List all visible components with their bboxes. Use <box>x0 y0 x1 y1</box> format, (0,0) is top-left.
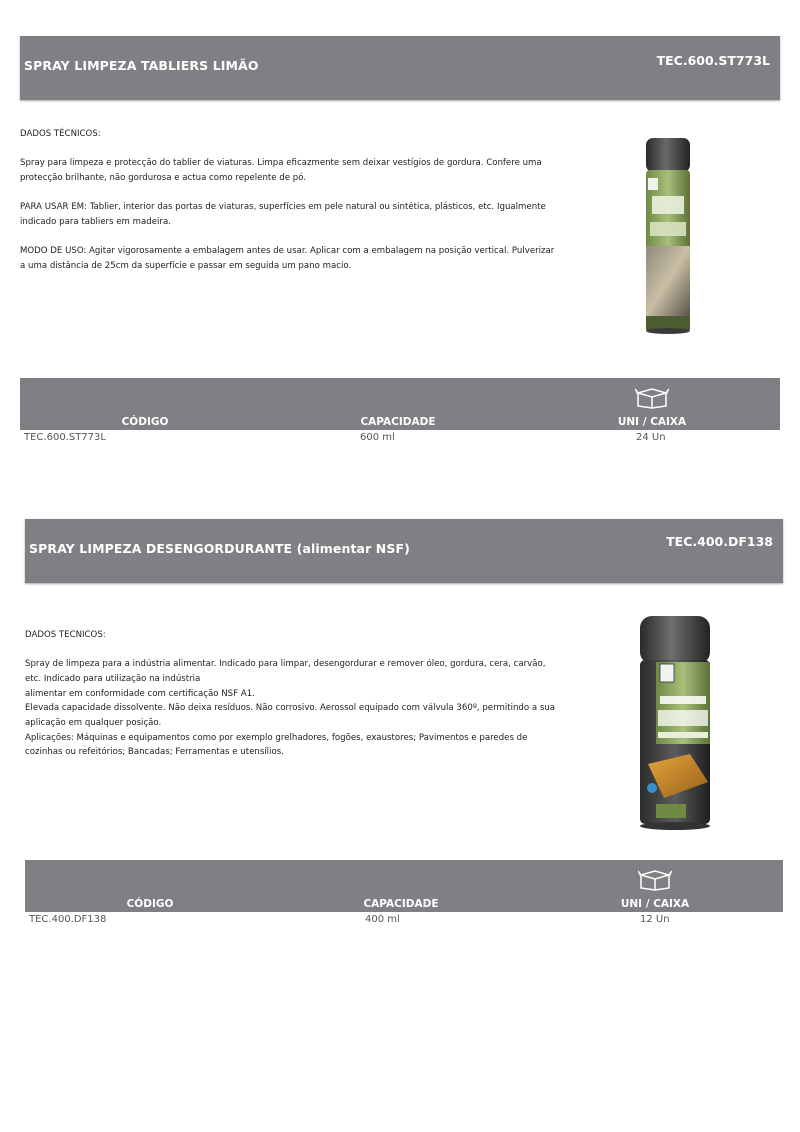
product-table-header <box>25 860 783 912</box>
cell-capacity: 600 ml <box>360 432 395 443</box>
cell-capacity: 400 ml <box>365 914 400 925</box>
product-section <box>0 0 800 443</box>
description-paragraph: Spray para limpeza e protecção do tablier de viaturas. Limpa eficazmente sem deixar vestígios de gordura. Confere uma protecção brilhante, não gordurosa e actua como repelente de pó. <box>20 158 542 183</box>
description-line: aplicação em qualquer posição. <box>25 718 162 729</box>
cell-code: TEC.400.DF138 <box>29 914 107 925</box>
description-line: cozinhas ou refeitórios; Bancadas; Ferramentas e utensílios. <box>25 747 284 758</box>
product-image <box>634 614 716 832</box>
instructions-paragraph: MODO DE USO: Agitar vigorosamente a embalagem antes de usar. Aplicar com a embalagem na posição vertical. Pulverizar a uma distância de 25cm da superfície e passar em seguida um pano macio. <box>20 246 555 271</box>
column-header-capacity: CAPACIDADE <box>363 898 439 910</box>
box-icon <box>638 869 672 891</box>
product-reference: TEC.400.DF138 <box>666 534 773 549</box>
description-line: etc. Indicado para utilização na indústria <box>25 673 201 684</box>
description-line: Aplicações: Máquinas e equipamentos como por exemplo grelhadores, fogões, exaustores; Pavimentos e paredes de <box>25 732 528 743</box>
column-header-capacity: CAPACIDADE <box>360 416 436 428</box>
usage-paragraph: PARA USAR EM: Tablier, interior das portas de viaturas, superfícies em pele natural ou sintética, plásticos, etc. Igualmente indicado para tabliers em madeira. <box>20 202 546 227</box>
technical-data-heading: DADOS TÉCNICOS: <box>20 129 101 139</box>
technical-data-heading: DADOS TECNICOS: <box>25 630 106 640</box>
cell-units-per-box: 12 Un <box>640 914 670 925</box>
cell-code: TEC.600.ST773L <box>24 432 106 443</box>
product-reference: TEC.600.ST773L <box>656 53 770 68</box>
description-line: alimentar em conformidade com certificação NSF A1. <box>25 688 255 699</box>
product-header-banner <box>20 36 780 100</box>
product-title: SPRAY LIMPEZA TABLIERS LIMÃO <box>24 58 259 73</box>
product-image <box>636 136 700 336</box>
column-header-code: CÓDIGO <box>121 416 169 428</box>
box-icon <box>635 387 669 409</box>
column-header-units-per-box: UNI / CAIXA <box>620 898 690 910</box>
cell-units-per-box: 24 Un <box>636 432 666 443</box>
technical-data <box>20 127 560 273</box>
description-line: Elevada capacidade dissolvente. Não deixa resíduos. Não corrosivo. Aerossol equipado com válvula 360º, permitindo a sua <box>25 703 556 714</box>
column-header-code: CÓDIGO <box>126 898 174 910</box>
product-header-banner <box>25 519 783 583</box>
technical-data <box>25 628 565 760</box>
column-header-units-per-box: UNI / CAIXA <box>617 416 687 428</box>
description-line: Spray de limpeza para a indústria alimentar. Indicado para limpar, desengordurar e remover óleo, gordura, cera, carvão, <box>25 659 546 670</box>
product-table-header <box>20 378 780 430</box>
product-title: SPRAY LIMPEZA DESENGORDURANTE (alimentar NSF) <box>29 541 410 556</box>
